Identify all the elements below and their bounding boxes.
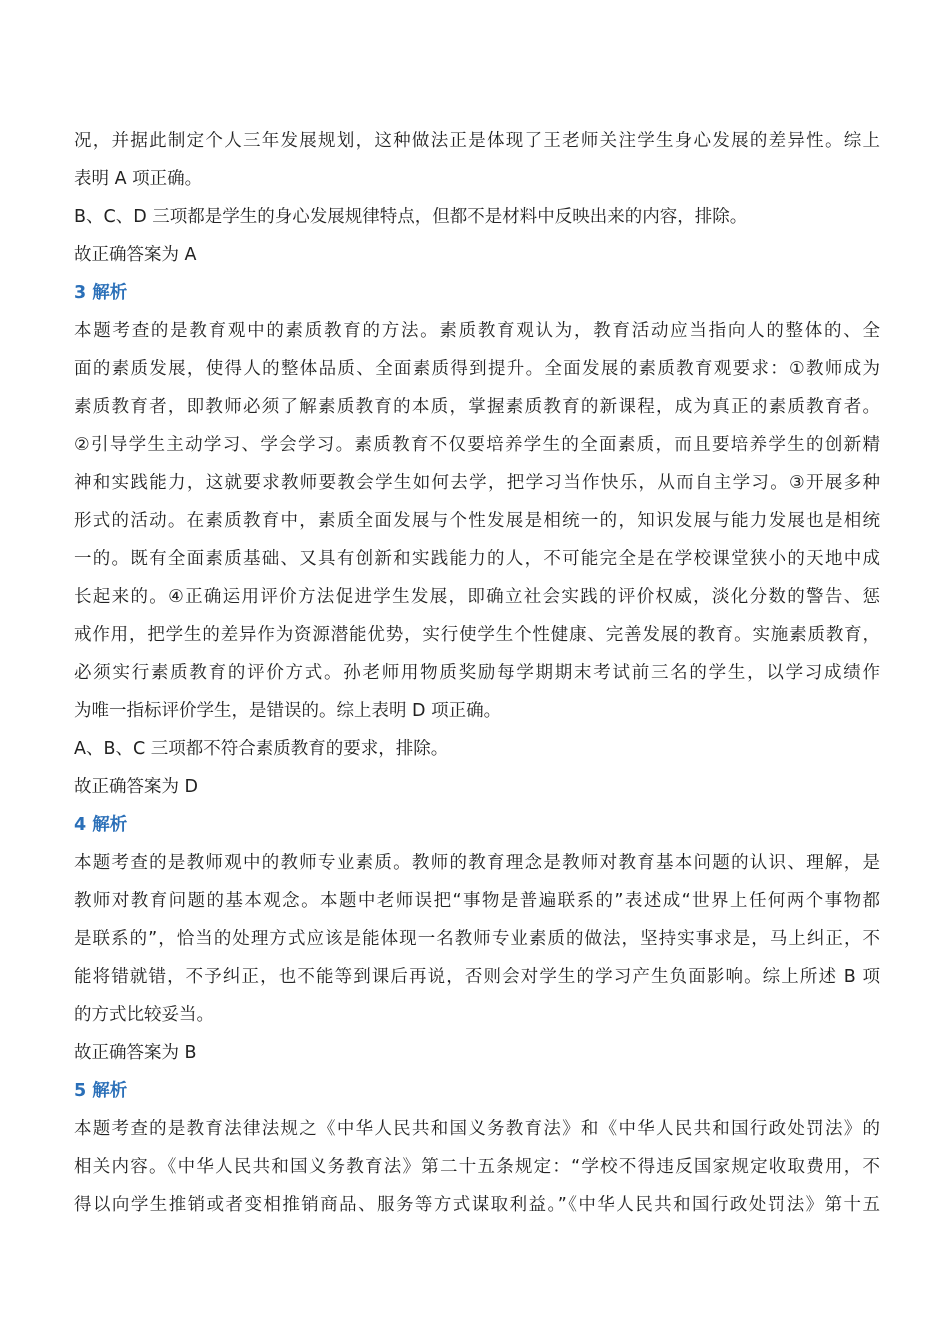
body-line: 能将错就错，不予纠正，也不能等到课后再说，否则会对学生的学习产生负面影响。综上所述 B 项 [74,967,880,987]
document-page [74,122,880,1224]
body-line: 的方式比较妥当。 [74,1005,214,1025]
body-line: 得以向学生推销或者变相推销商品、服务等方式谋取利益。”《中华人民共和国行政处罚法》第十五 [74,1195,880,1215]
body-line: 神和实践能力，这就要求教师要教会学生如何去学，把学习当作快乐，从而自主学习。③开展多种 [74,473,880,493]
body-line: 必须实行素质教育的评价方式。孙老师用物质奖励每学期期末考试前三名的学生，以学习成绩作 [74,663,880,683]
body-line: 为唯一指标评价学生，是错误的。综上表明 D 项正确。 [74,701,502,721]
body-line: 形式的活动。在素质教育中，素质全面发展与个性发展是相统一的，知识发展与能力发展也是相统 [74,511,880,531]
body-line: 教师对教育问题的基本观念。本题中老师误把“事物是普遍联系的”表述成“世界上任何两个事物都 [74,891,880,911]
body-line: 素质教育者，即教师必须了解素质教育的本质，掌握素质教育的新课程，成为真正的素质教育者。 [74,397,880,417]
answer-line: 故正确答案为 D [74,777,199,797]
body-line: 一的。既有全面素质基础、又具有创新和实践能力的人，不可能完全是在学校课堂狭小的天地中成 [74,549,880,569]
answer-line: 故正确答案为 B [74,1043,197,1063]
body-line: A、B、C 三项都不符合素质教育的要求，排除。 [74,739,449,759]
body-line: 面的素质发展，使得人的整体品质、全面素质得到提升。全面发展的素质教育观要求：①教师成为 [74,359,880,379]
body-line: 本题考查的是教育法律法规之《中华人民共和国义务教育法》和《中华人民共和国行政处罚法》的 [74,1119,880,1139]
body-line: 本题考查的是教师观中的教师专业素质。教师的教育理念是教师对教育基本问题的认识、理解，是 [74,853,880,873]
body-line: 是联系的”，恰当的处理方式应该是能体现一名教师专业素质的做法，坚持实事求是，马上纠正，不 [74,929,880,949]
body-line: 戒作用，把学生的差异作为资源潜能优势，实行使学生个性健康、完善发展的教育。实施素质教育， [74,625,880,645]
body-line: B、C、D 三项都是学生的身心发展规律特点，但都不是材料中反映出来的内容，排除。 [74,207,748,227]
body-line: ②引导学生主动学习、学会学习。素质教育不仅要培养学生的全面素质，而且要培养学生的创新精 [74,435,880,455]
body-line: 本题考查的是教育观中的素质教育的方法。素质教育观认为，教育活动应当指向人的整体的、全 [74,321,880,341]
answer-line: 故正确答案为 A [74,245,197,265]
body-line: 表明 A 项正确。 [74,169,203,189]
body-line: 况，并据此制定个人三年发展规划，这种做法正是体现了王老师关注学生身心发展的差异性。综上 [74,131,880,151]
body-line: 长起来的。④正确运用评价方法促进学生发展，即确立社会实践的评价权威，淡化分数的警告、惩 [74,587,880,607]
section-heading: 4 解析 [74,815,128,835]
section-heading: 3 解析 [74,283,128,303]
section-heading: 5 解析 [74,1081,128,1101]
body-line: 相关内容。《中华人民共和国义务教育法》第二十五条规定：“学校不得违反国家规定收取费用，不 [74,1157,880,1177]
